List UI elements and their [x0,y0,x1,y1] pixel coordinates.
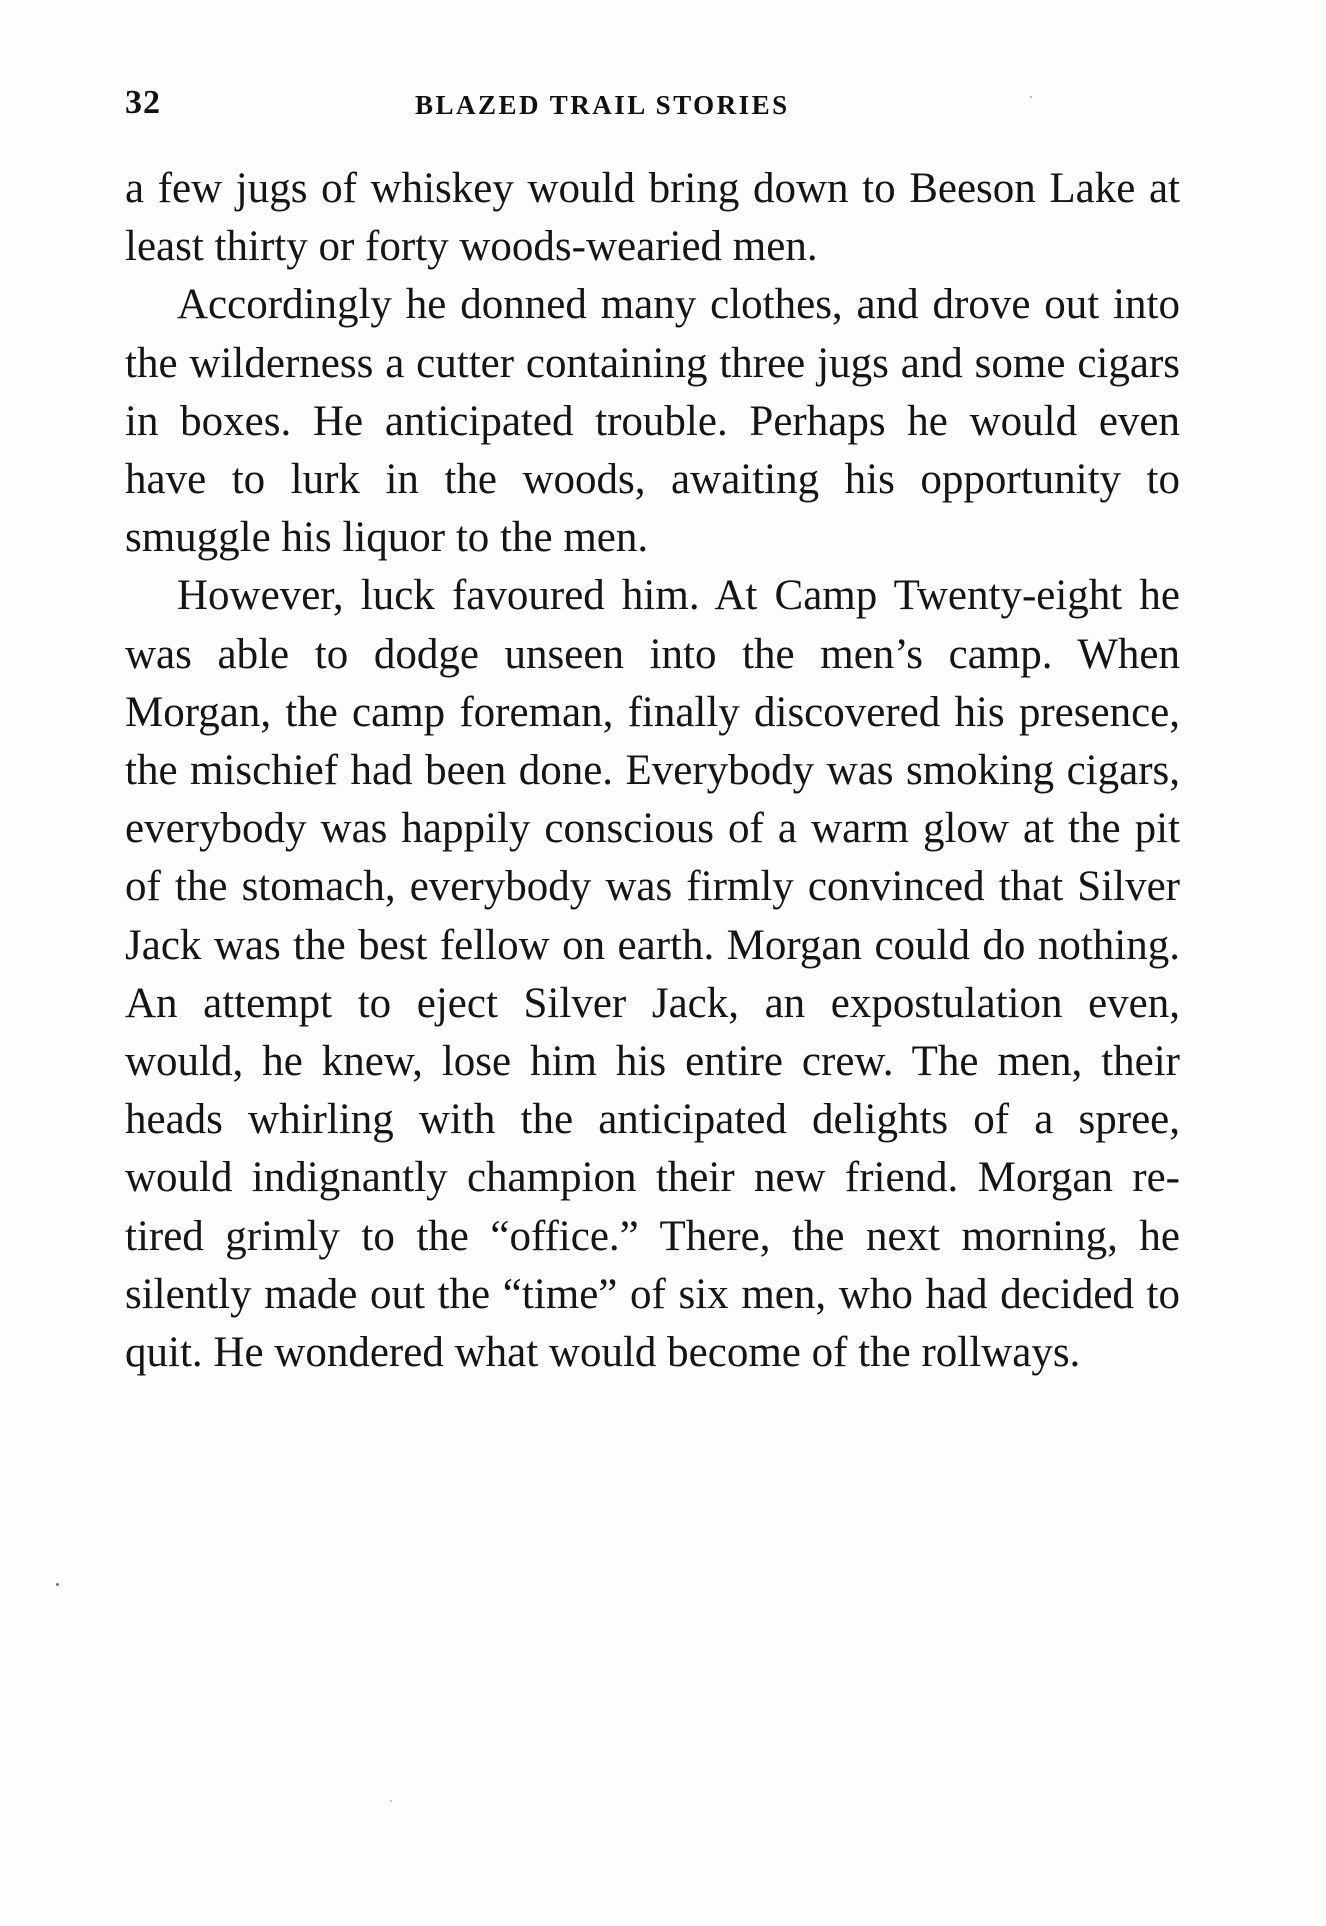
running-head [125,78,1180,138]
scan-speck [56,1583,59,1586]
paragraph: Accordingly he donned many clothes, and drove out into the wilderness a cutter containing three jugs and some cigars in boxes. He anticipated trouble. Perhaps he would even have to lurk in the woods, awaiting his opportunity to smuggle his liquor to the men. [125,281,1180,562]
paragraph: However, luck favoured him. At Camp Twenty-eight he was able to dodge unseen into the men’s camp. When Morgan, the camp foreman, finally discovered his presence, the mischief had been done. Everybody was smoking cigars, everybody was happily conscious of a warm glow at the pit of the stomach, everybody was firmly convinced that Silver Jack was the best fellow on earth. Morgan could do nothing. An attempt to eject Silver Jack, an expostulation even, would, he knew, lose him his entire crew. The men, their heads whirling with the anticipated delights of a spree, would indignantly champion their new friend. Morgan retired grimly to the “office.” There, the next morning, he silently made out the “time” of six men, who had decided to quit. He wondered what would become of the rollways. [125,572,1180,1377]
book-title: BLAZED TRAIL STORIES [415,90,790,120]
paragraph: a few jugs of whiskey would bring down to Beeson Lake at least thirty or forty woods-wearied men. [125,165,1180,271]
scan-speck [1030,96,1032,98]
page-number: 32 [125,84,161,121]
body-text [125,160,1180,1382]
scan-speck [390,1800,392,1802]
